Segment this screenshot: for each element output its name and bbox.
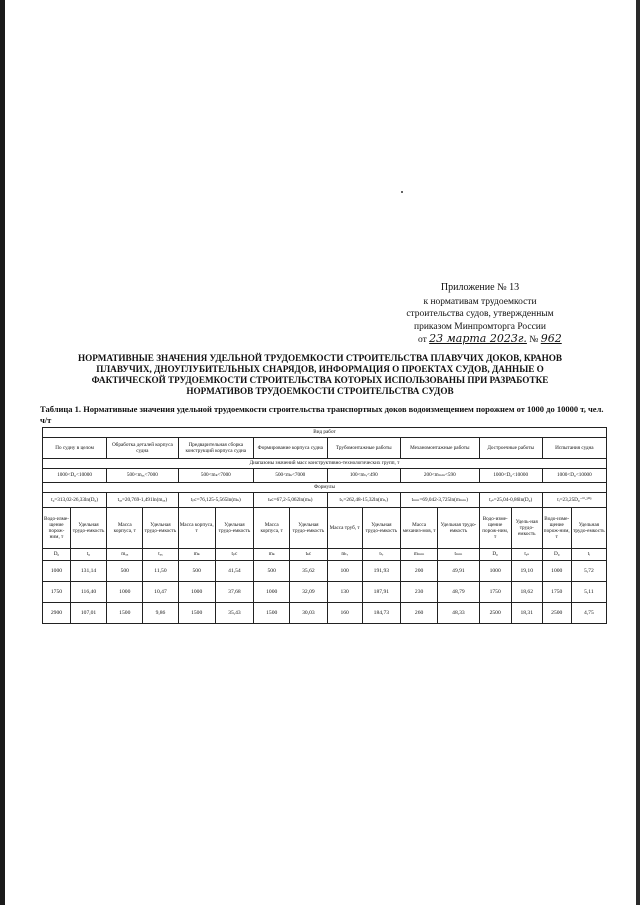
symbol-cell: tᵢ	[571, 549, 606, 561]
table-cell: 2500	[479, 603, 511, 624]
range-cell: 1000<D₀<10000	[542, 469, 606, 483]
table-cell: 35,43	[215, 603, 253, 624]
symbol-cell: t₀	[70, 549, 106, 561]
range-cell: 200<mₘₘ<590	[401, 469, 480, 483]
table-cell: 1000	[107, 582, 143, 603]
table-cell: 9,86	[143, 603, 178, 624]
appendix-line: строительства судов, утвержденным	[406, 309, 554, 319]
column-header: Масса механиз-мов, т	[401, 508, 438, 549]
table-cell: 1000	[178, 582, 215, 603]
table-cell: 19,10	[511, 561, 542, 582]
table-row	[43, 603, 607, 624]
table-cell: 500	[107, 561, 143, 582]
page-title: НОРМАТИВНЫЕ ЗНАЧЕНИЯ УДЕЛЬНОЙ ТРУДОЕМКОСТИ СТРОИТЕЛЬСТВА ПЛАВУЧИХ ДОКОВ, КРАНОВ ПЛАВУЧИХ, ДНОУГЛУБИТЕЛЬНЫХ СНАРЯДОВ, ИНФОРМАЦИЯ О ПРОЕКТАХ СУДОВ, ДАННЫЕ О ФАКТИЧЕСКОЙ ТРУДОЕМКОСТИ СТРОИТЕЛЬСТВА КОТОРЫХ ИСПОЛЬЗОВАНЫ ПРИ РАЗРАБОТКЕ НОРМАТИВОВ ТРУДОЕМКОСТИ СТРОИТЕЛЬСТВА СУДОВ	[77, 353, 562, 396]
column-header: Масса корпуса, т	[178, 508, 215, 549]
column-header: Удельная трудо-емкость	[362, 508, 400, 549]
work-groups-row	[43, 438, 607, 459]
symbol-cell: tₖc	[290, 549, 327, 561]
table-cell: 18,62	[511, 582, 542, 603]
formula-cell: tₐₛ=25,04-0,86ln(D₀)	[479, 493, 542, 508]
table-cell: 1000	[254, 582, 290, 603]
group-cell: Формирование корпуса судна	[254, 438, 327, 459]
table-section-formulas: Формулы	[43, 483, 607, 493]
handwritten-number: 962	[540, 332, 562, 345]
table-cell: 107,01	[70, 603, 106, 624]
table-cell: 184,73	[362, 603, 400, 624]
table-cell: 18,31	[511, 603, 542, 624]
symbol-cell: mₜᵣ	[327, 549, 362, 561]
formula-cell: tᵢ=23,25D₀⁻⁰·²⁰³	[542, 493, 606, 508]
table-cell: 116,40	[70, 582, 106, 603]
table-cell: 1000	[542, 561, 571, 582]
table-row	[43, 561, 607, 582]
appendix-block	[400, 282, 560, 347]
table-cell: 2900	[43, 603, 71, 624]
column-header: Удельная трудо-емкость	[571, 508, 606, 549]
table-cell: 1750	[542, 582, 571, 603]
symbol-cell: tₐₓ	[143, 549, 178, 561]
norms-table	[42, 427, 607, 624]
table-cell: 130	[327, 582, 362, 603]
symbol-cell: mₖ	[254, 549, 290, 561]
table-cell: 500	[178, 561, 215, 582]
formula-cell: tₐₓ=20,769-1,491ln(mₐₓ)	[107, 493, 178, 508]
column-header: Водо-изме-щение порож-ним, т	[43, 508, 71, 549]
table-cell: 1500	[178, 603, 215, 624]
table-cell: 187,91	[362, 582, 400, 603]
table-cell: 1500	[107, 603, 143, 624]
symbol-cell: tₚc	[215, 549, 253, 561]
table-cell: 1000	[479, 561, 511, 582]
range-cell: 1000<D₀<10000	[43, 469, 107, 483]
table-cell: 32,09	[290, 582, 327, 603]
formula-cell: tₖc=67,2-5,062ln(mₖ)	[254, 493, 327, 508]
range-cell: 1000<D₀<10000	[479, 469, 542, 483]
table-cell: 131,14	[70, 561, 106, 582]
appendix-date-line	[400, 333, 560, 347]
table-cell: 1750	[43, 582, 71, 603]
formulas-row	[43, 493, 607, 508]
column-header: Удельная трудо-емкость	[438, 508, 479, 549]
symbol-cell: tₐₛ	[511, 549, 542, 561]
table-cell: 2500	[542, 603, 571, 624]
date-prefix: от	[418, 335, 427, 345]
table-caption-label: Таблица 1.	[40, 404, 82, 414]
symbol-cell: mₘₘ	[401, 549, 438, 561]
appendix-line: приказом Минпромторга России	[414, 321, 546, 332]
table-cell: 1750	[479, 582, 511, 603]
table-cell: 100	[327, 561, 362, 582]
column-header: Водо-изме-щение порож-ним, т	[479, 508, 511, 549]
table-header-vid-rabot: Вид работ	[43, 428, 607, 438]
group-cell: Трубомонтажные работы	[327, 438, 400, 459]
symbol-cell: D₀	[479, 549, 511, 561]
group-cell: Обработка деталей корпуса судна	[107, 438, 178, 459]
table-cell: 48,79	[438, 582, 479, 603]
table-cell: 191,93	[362, 561, 400, 582]
table-cell: 48,33	[438, 603, 479, 624]
formula-cell: tₘₘ=69,042-3,725ln(mₘₘ)	[401, 493, 480, 508]
table-cell: 200	[401, 561, 438, 582]
range-cell: 500<mₐₓ<7000	[107, 469, 178, 483]
table-cell: 1500	[254, 603, 290, 624]
symbol-cell: D₀	[542, 549, 571, 561]
table-cell: 37,68	[215, 582, 253, 603]
column-header: Масса корпуса, т	[107, 508, 143, 549]
formula-cell: tₚc=76,125-5,565ln(mₖ)	[178, 493, 254, 508]
table-section-ranges: Диапазоны значений масс конструктивно-технологических групп, т	[43, 459, 607, 469]
table-cell: 10,47	[143, 582, 178, 603]
number-prefix: №	[529, 335, 539, 345]
table-caption	[40, 404, 610, 426]
range-cell: 500<mₖ<7000	[178, 469, 254, 483]
table-cell: 160	[327, 603, 362, 624]
table-cell: 11,50	[143, 561, 178, 582]
column-header: Масса труб, т	[327, 508, 362, 549]
table-cell: 500	[254, 561, 290, 582]
symbol-cell: D₀	[43, 549, 71, 561]
group-cell: Предварительная сборка конструкций корпуса судна	[178, 438, 254, 459]
column-header: Удель-ная трудо-емкость	[511, 508, 542, 549]
column-header: Удельная трудо-емкость	[290, 508, 327, 549]
column-headers-row	[43, 508, 607, 549]
group-cell: По судну в целом	[43, 438, 107, 459]
column-header: Водо-изме-щение порож-ним, т	[542, 508, 571, 549]
group-cell: Механомонтажные работы	[401, 438, 480, 459]
formula-cell: tₜᵣ=262,48-15,32ln(mₜᵣ)	[327, 493, 400, 508]
table-cell: 230	[401, 582, 438, 603]
range-cell: 100<mₜᵣ<490	[327, 469, 400, 483]
table-cell: 35,62	[290, 561, 327, 582]
appendix-line: к нормативам трудоемкости	[423, 296, 537, 307]
table-cell: 5,11	[571, 582, 606, 603]
table-cell: 49,91	[438, 561, 479, 582]
group-cell: Достроечные работы	[479, 438, 542, 459]
symbol-cell: tₘₘ	[438, 549, 479, 561]
group-cell: Испытания судна	[542, 438, 606, 459]
table-cell: 260	[401, 603, 438, 624]
range-cell: 500<mₖ<7000	[254, 469, 327, 483]
ranges-row	[43, 469, 607, 483]
appendix-title: Приложение № 13	[440, 282, 520, 293]
table-cell: 5,72	[571, 561, 606, 582]
column-header: Удельная трудо-емкость	[215, 508, 253, 549]
symbol-cell: mₐₓ	[107, 549, 143, 561]
symbol-cell: tₜᵣ	[362, 549, 400, 561]
table-row	[43, 582, 607, 603]
table-cell: 41,54	[215, 561, 253, 582]
table-cell: 4,75	[571, 603, 606, 624]
symbols-row	[43, 549, 607, 561]
symbol-cell: mₖ	[178, 549, 215, 561]
formula-cell: t₀=313,02-26,33ln(D₀)	[43, 493, 107, 508]
table-cell: 1000	[43, 561, 71, 582]
scan-edge-right	[636, 0, 640, 905]
table-caption-text: Нормативные значения удельной трудоемкости строительства транспортных доков водоизмещением порожнем от 1000 до 10000 т, чел. ч/т	[40, 404, 604, 425]
column-header: Удельная трудо-емкость	[70, 508, 106, 549]
scan-speck	[401, 191, 403, 193]
scan-edge-left	[0, 0, 5, 905]
table-cell: 30,03	[290, 603, 327, 624]
handwritten-date: 23 марта 2023г.	[429, 332, 527, 345]
column-header: Удельная трудо-емкость	[143, 508, 178, 549]
column-header: Масса корпуса, т	[254, 508, 290, 549]
